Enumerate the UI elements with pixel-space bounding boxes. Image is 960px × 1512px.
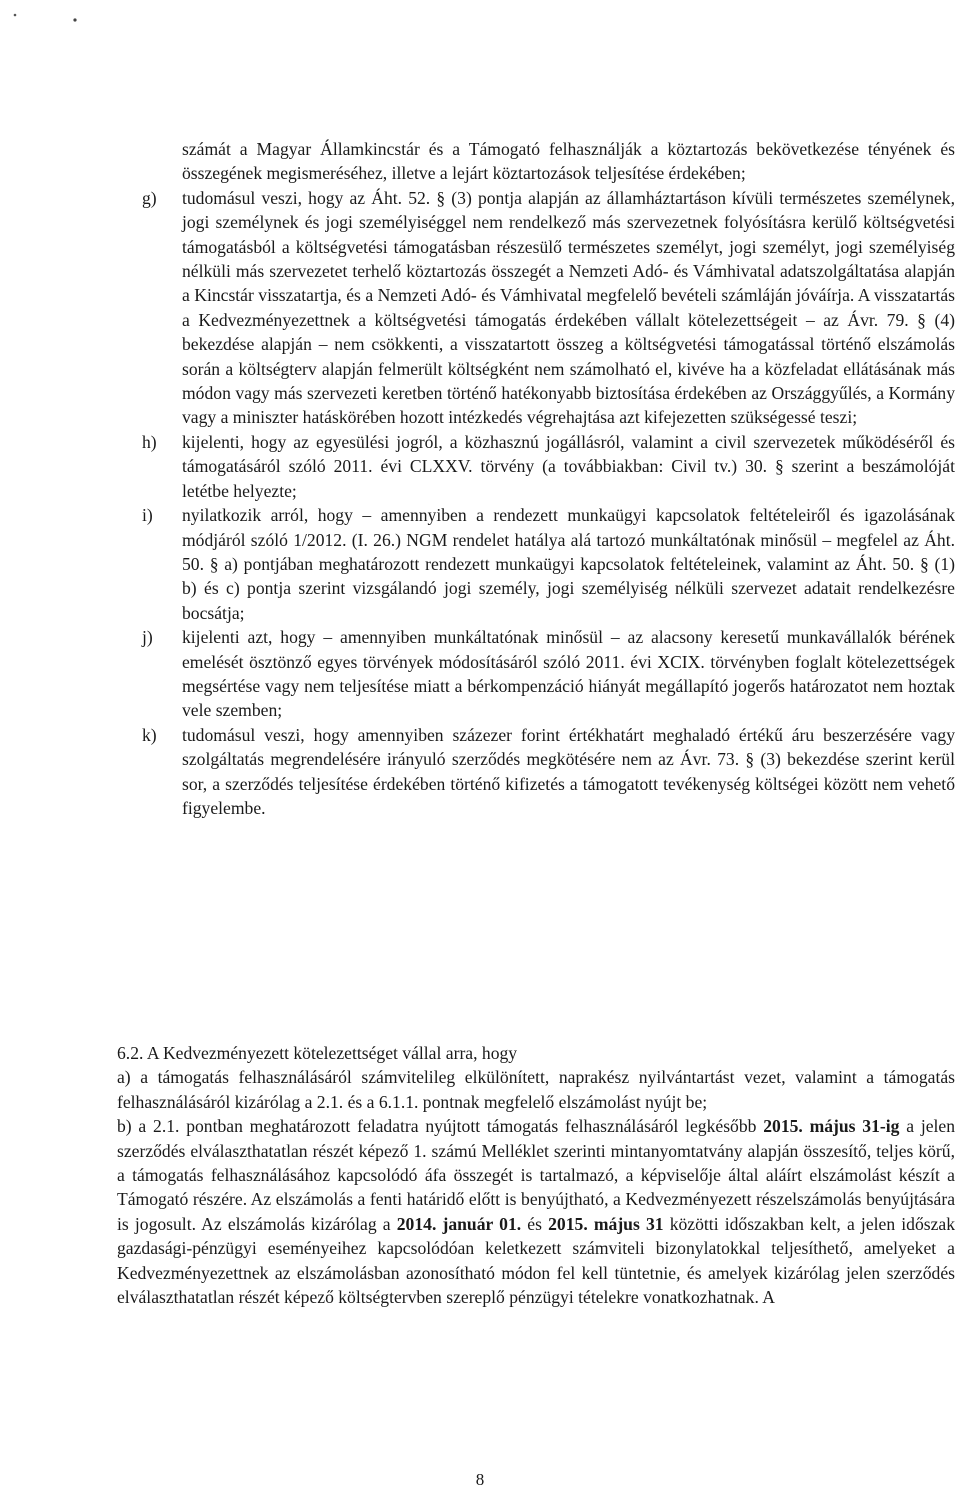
list-item-letter: h) (142, 431, 157, 452)
scan-speck (14, 14, 17, 17)
item-b-text: b) a 2.1. pontban meghatározott feladatra nyújtott támogatás felhasználásáról legkésőbb (117, 1116, 764, 1137)
list-item-k (142, 723, 955, 821)
section-6-2 (117, 1041, 955, 1309)
page-number: 8 (475, 1470, 485, 1489)
list-item-text: nyilatkozik arról, hogy – amennyiben a rendezett munkaügyi kapcsolatok feltételeiről és igazolásának módjáról szóló 1/2012. (I. 26.) NGM rendelet hatálya alá tartozó munkáltatónak minősül – megfelel az Áht. 50. § a) pontjában meghatározott rendezett munkaügyi kapcsolatok feltételeinek, valamint az Áht. 50. § (1) b) és c) pontja szerint vizsgálandó jogi személy, jogi személyiség nélküli szervezet adatait rendelkezésre bocsátja; (182, 505, 955, 623)
section-item-b (117, 1114, 955, 1309)
period-start-date: 2014. január 01. (396, 1213, 522, 1234)
list-item-letter: j) (142, 627, 153, 648)
scan-speck (73, 18, 76, 21)
section-heading: 6.2. A Kedvezményezett kötelezettséget vállal arra, hogy (117, 1043, 518, 1063)
period-end-date: 2015. május 31 (548, 1213, 664, 1234)
item-b-text: közötti időszakban kelt, a jelen időszak gazdasági-pénzügyi eseményeihez kapcsolódóan keletkezett számviteli bizonylatokkal teljesíthető, amelyeket a Kedvezményezettnek az elszámolásban azonosítható módon fel kell tüntetnie, és amelyek kizárólag jelen szerződés elválaszthatatlan részét képező költségtervben szereplő pénzügyi tételekre vonatkozhatnak. A (117, 1213, 956, 1308)
list-item-text: kijelenti, hogy az egyesülési jogról, a közhasznú jogállásról, valamint a civil szervezetek működéséről és támogatásáról szóló 2011. évi CLXXV. törvény (a továbbiakban: Civil tv.) 30. § szerint a beszámolóját letétbe helyezte; (182, 431, 955, 501)
list-item-letter: i) (142, 505, 153, 526)
item-b-text: a jelen szerződés elválaszthatatlan részét képező 1. számú Melléklet szerinti mintanyomtatvány alapján összesítő, teljes körű, a támogatás felhasználásához kapcsolódó áfa összegét is tartalmazó, a képviselője által aláírt elszámolást készít a Támogató részére. Az elszámolás a fenti határidő előtt is benyújtható, a Kedvezményezett részelszámolás benyújtására is jogosult. Az elszámolás kizárólag a (117, 1116, 956, 1234)
list-item-h (142, 430, 955, 503)
section-item-a: a) a támogatás felhasználásáról számvitelileg elkülönített, naprakész nyilvántartást vezet, valamint a támogatás felhasználásáról kizárólag a 2.1. és a 6.1.1. pontnak megfelelő elszámolást nyújt be; (117, 1067, 955, 1112)
list-item-letter: g) (142, 187, 157, 208)
list-item-i (142, 503, 955, 625)
list-item-text: tudomásul veszi, hogy az Áht. 52. § (3) pontja alapján az államháztartáson kívüli természetes személynek, jogi személynek és jogi személyiséggel nem rendelkező más szervezetnek folyósításra kerülő költségvetési támogatásból a költségvetési támogatásban részesülő természetes személyt, jogi személyt, jogi személyiség nélküli más szervezetet terhelő köztartozás összegét a Nemzeti Adó- és Vámhivatal adatszolgáltatása alapján a Kincstár visszatartja, és a Nemzeti Adó- és Vámhivatal megfelelő bevételi számláján jóváírja. A visszatartás a Kedvezményezettnek a költségvetési támogatás érdekében vállalt kötelezettségeit – az Ávr. 79. § (4) bekezdése alapján – nem csökkenti, a visszatartott összeg a költségvetési támogatással történő elszámolás során a költségterv alapján felmerült költségként nem számolható el, kivéve ha a közfeladat ellátásának más módon vagy más szervezeti keretben történő hatékonyabb biztosítása érdekében az Országgyűlés, a Kormány vagy a miniszter hatáskörében hozott intézkedés végrehajtása azt kifejezetten szükségessé teszi; (182, 187, 955, 428)
list-item-g (142, 186, 955, 430)
scan-specks (0, 0, 960, 30)
list-item-text: kijelenti azt, hogy – amennyiben munkáltatónak minősül – az alacsony keresetű munkavállalók bérének emelését ösztönző egyes törvények módosításáról szóló 2011. évi XCIX. törvényben foglalt kötelezettségek megsértése vagy nem teljesítése miatt a bérkompenzáció hiányát megállapító jogerős határozatot nem hoztak vele szemben; (182, 627, 955, 721)
list-item-text: tudomásul veszi, hogy amennyiben százezer forint értékhatárt meghaladó értékű áru beszerzésére vagy szolgáltatás megrendelésére irányuló szerződés megkötésére nem az Ávr. 73. § (3) bekezdése szerint kerül sor, a szerződés teljesítése érdekében történő kifizetés a támogatott tevékenység költségei között nem vehető figyelembe. (182, 724, 955, 818)
list-block (142, 137, 955, 820)
list-item-letter: k) (142, 724, 157, 745)
deadline-date: 2015. május 31-ig (763, 1116, 900, 1137)
list-item-text: számát a Magyar Államkincstár és a Támogató felhasználják a köztartozás bekövetkezése tényének és összegének megismeréséhez, illetve a lejárt köztartozások teljesítése érdekében; (182, 139, 955, 184)
item-b-text: és (521, 1213, 549, 1234)
list-item-j (142, 625, 955, 723)
list-item-continuation (182, 137, 955, 186)
